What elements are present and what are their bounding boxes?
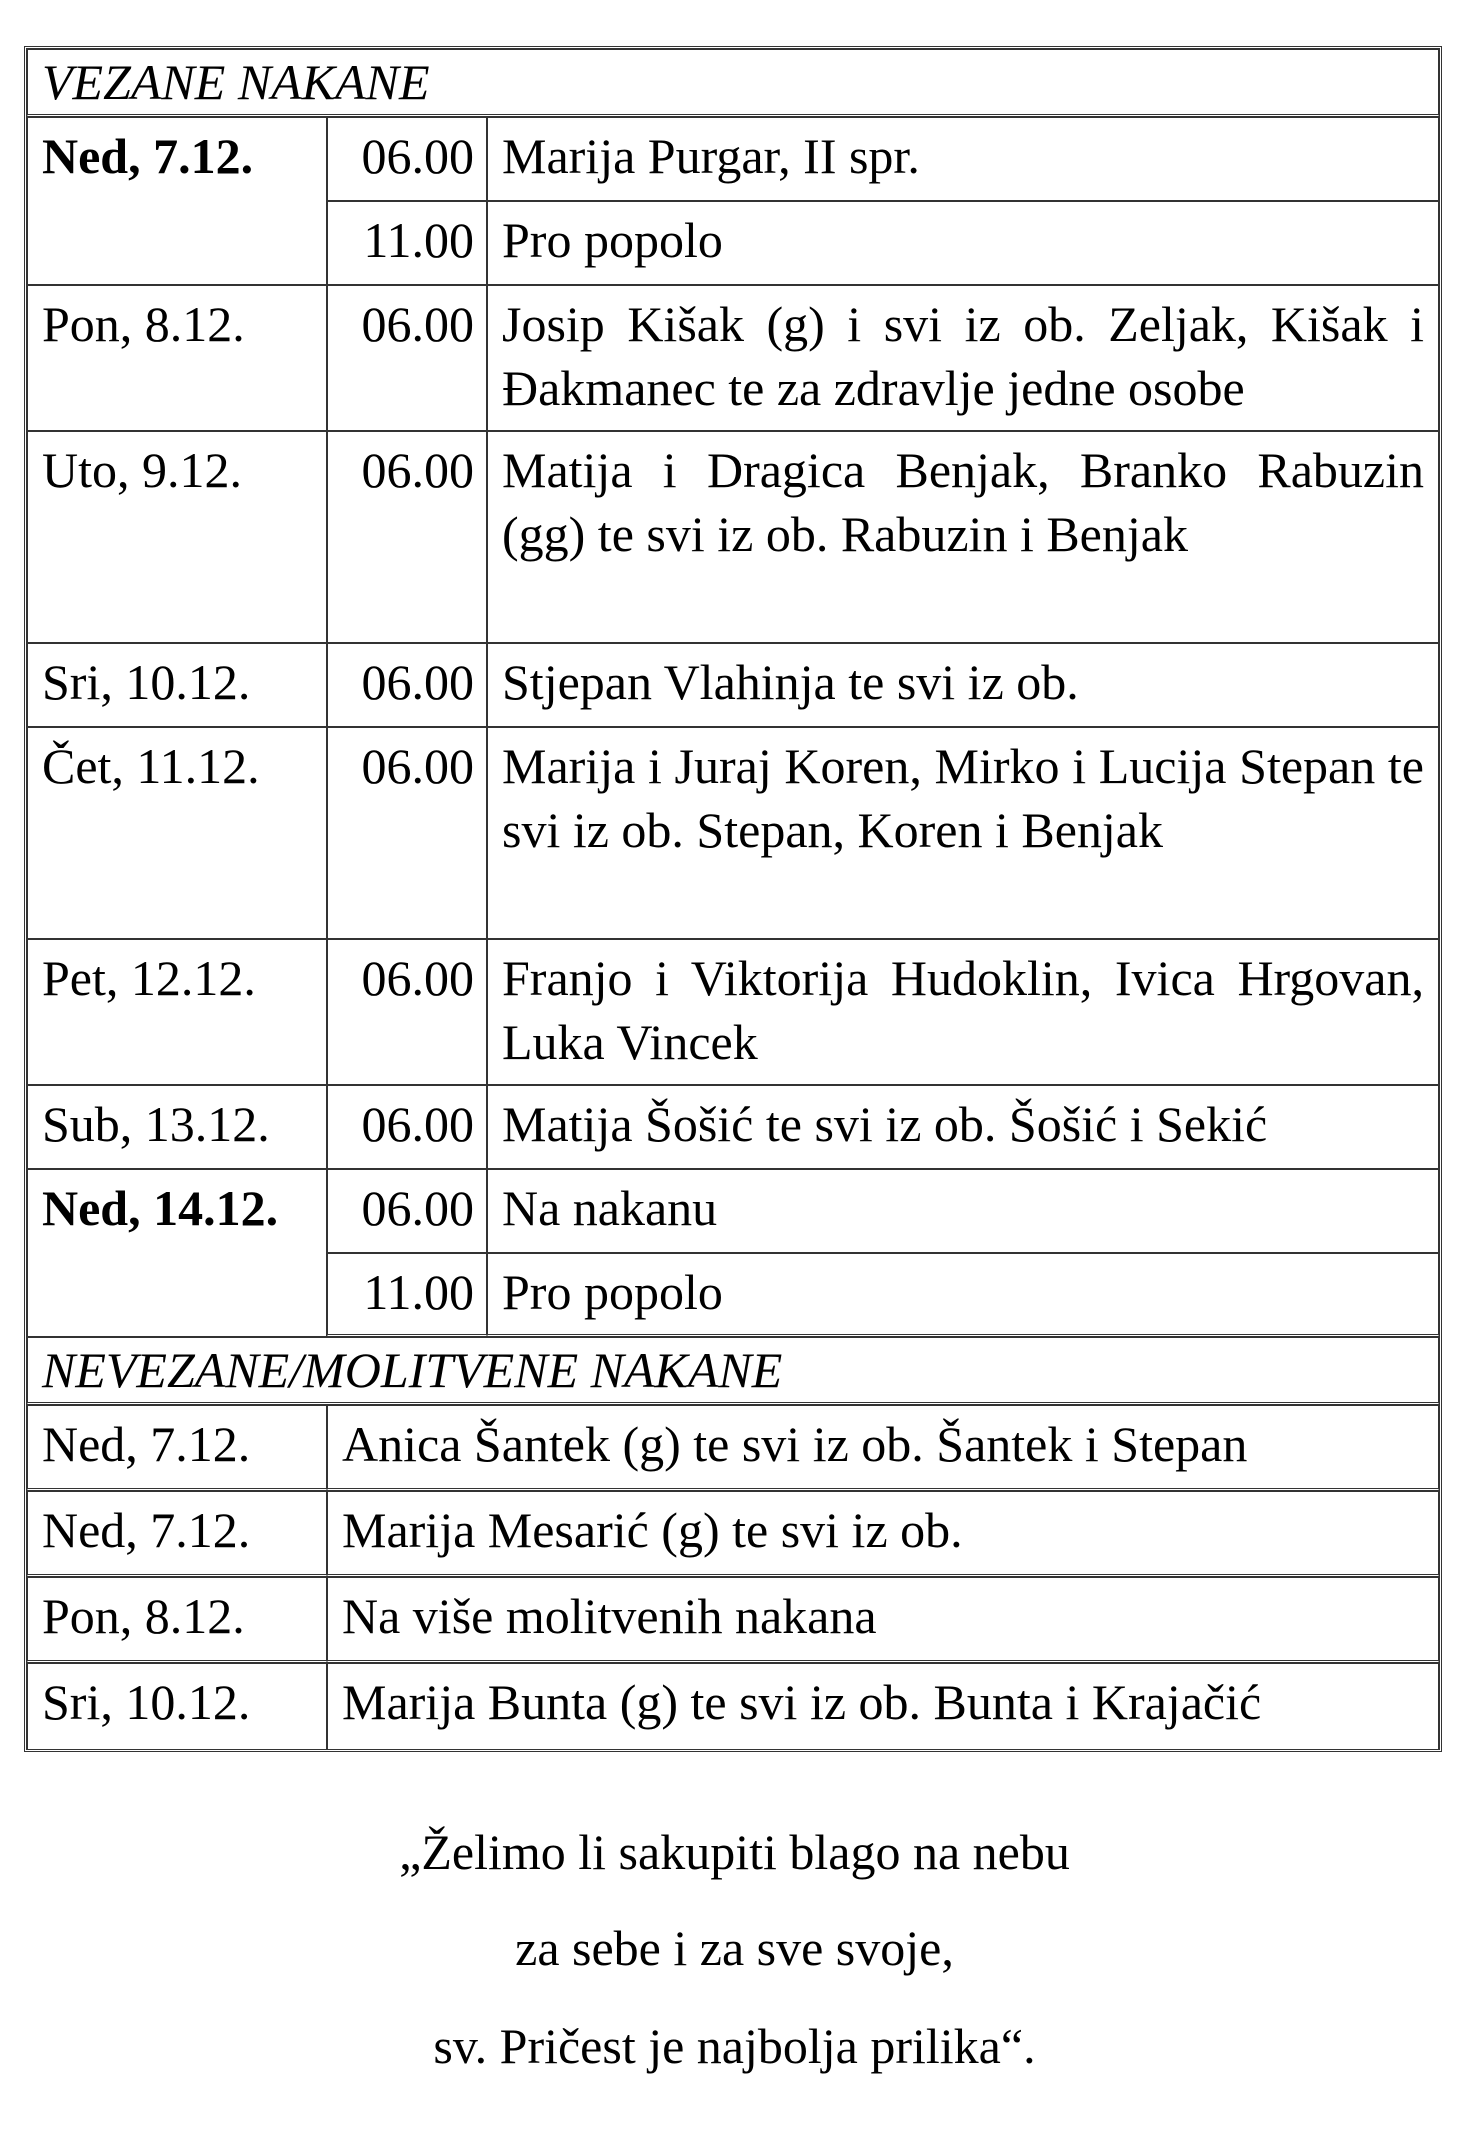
table-row <box>27 1085 1439 1169</box>
table-row <box>27 1169 1439 1253</box>
quote-line: za sebe i za sve svoje, <box>515 1920 954 1976</box>
day-cell: Pet, 12.12. <box>27 939 327 1085</box>
table-row <box>27 1577 1439 1663</box>
time-cell: 06.00 <box>327 1085 487 1169</box>
section-title: NEVEZANE/MOLITVENE NAKANE <box>27 1337 1439 1405</box>
intention-cell: Josip Kišak (g) i svi iz ob. Zeljak, Kišak i Đakmanec te za zdravlje jedne osobe <box>487 285 1439 431</box>
intention-cell: Na više molitvenih nakana <box>327 1577 1439 1663</box>
quote-line: „Želimo li sakupiti blago na nebu <box>399 1824 1070 1880</box>
intention-cell: Franjo i Viktorija Hudoklin, Ivica Hrgovan, Luka Vincek <box>487 939 1439 1085</box>
day-cell: Sub, 13.12. <box>27 1085 327 1169</box>
time-cell: 06.00 <box>327 939 487 1085</box>
intentions-table <box>24 46 1442 1752</box>
day-cell: Ned, 7.12. <box>27 1405 327 1491</box>
day-cell: Pon, 8.12. <box>27 285 327 431</box>
intention-cell: Matija i Dragica Benjak, Branko Rabuzin (gg) te svi iz ob. Rabuzin i Benjak <box>487 431 1439 643</box>
intention-cell: Pro popolo <box>487 201 1439 285</box>
intention-cell: Anica Šantek (g) te svi iz ob. Šantek i Stepan <box>327 1405 1439 1491</box>
intention-cell: Marija i Juraj Koren, Mirko i Lucija Stepan te svi iz ob. Stepan, Koren i Benjak <box>487 727 1439 939</box>
table-row <box>27 117 1439 201</box>
table-row <box>27 1663 1439 1749</box>
day-cell: Pon, 8.12. <box>27 1577 327 1663</box>
time-cell: 11.00 <box>327 1253 487 1337</box>
time-cell: 06.00 <box>327 117 487 201</box>
time-cell: 06.00 <box>327 431 487 643</box>
day-cell: Sri, 10.12. <box>27 1663 327 1749</box>
table-row <box>27 1405 1439 1491</box>
intention-cell: Marija Bunta (g) te svi iz ob. Bunta i Krajačić <box>327 1663 1439 1749</box>
time-cell: 11.00 <box>327 201 487 285</box>
time-cell: 06.00 <box>327 643 487 727</box>
intention-cell: Pro popolo <box>487 1253 1439 1337</box>
time-cell: 06.00 <box>327 727 487 939</box>
quote-line: sv. Pričest je najbolja prilika“. <box>433 2018 1036 2074</box>
intention-cell: Marija Mesarić (g) te svi iz ob. <box>327 1491 1439 1577</box>
table-row <box>27 643 1439 727</box>
section-title: VEZANE NAKANE <box>27 49 1439 117</box>
time-cell: 06.00 <box>327 1169 487 1253</box>
table-row <box>27 1491 1439 1577</box>
intention-cell: Stjepan Vlahinja te svi iz ob. <box>487 643 1439 727</box>
section-header-vezane <box>27 49 1439 117</box>
day-cell: Ned, 7.12. <box>27 117 327 285</box>
day-cell: Sri, 10.12. <box>27 643 327 727</box>
table-row <box>27 727 1439 939</box>
time-cell: 06.00 <box>327 285 487 431</box>
day-cell: Čet, 11.12. <box>27 727 327 939</box>
intention-cell: Matija Šošić te svi iz ob. Šošić i Sekić <box>487 1085 1439 1169</box>
table-row <box>27 939 1439 1085</box>
day-cell: Ned, 7.12. <box>27 1491 327 1577</box>
day-cell: Uto, 9.12. <box>27 431 327 643</box>
table-row <box>27 285 1439 431</box>
intention-cell: Marija Purgar, II spr. <box>487 117 1439 201</box>
day-cell: Ned, 14.12. <box>27 1169 327 1337</box>
table-row <box>27 431 1439 643</box>
intention-cell: Na nakanu <box>487 1169 1439 1253</box>
section-header-nevezane <box>27 1337 1439 1405</box>
